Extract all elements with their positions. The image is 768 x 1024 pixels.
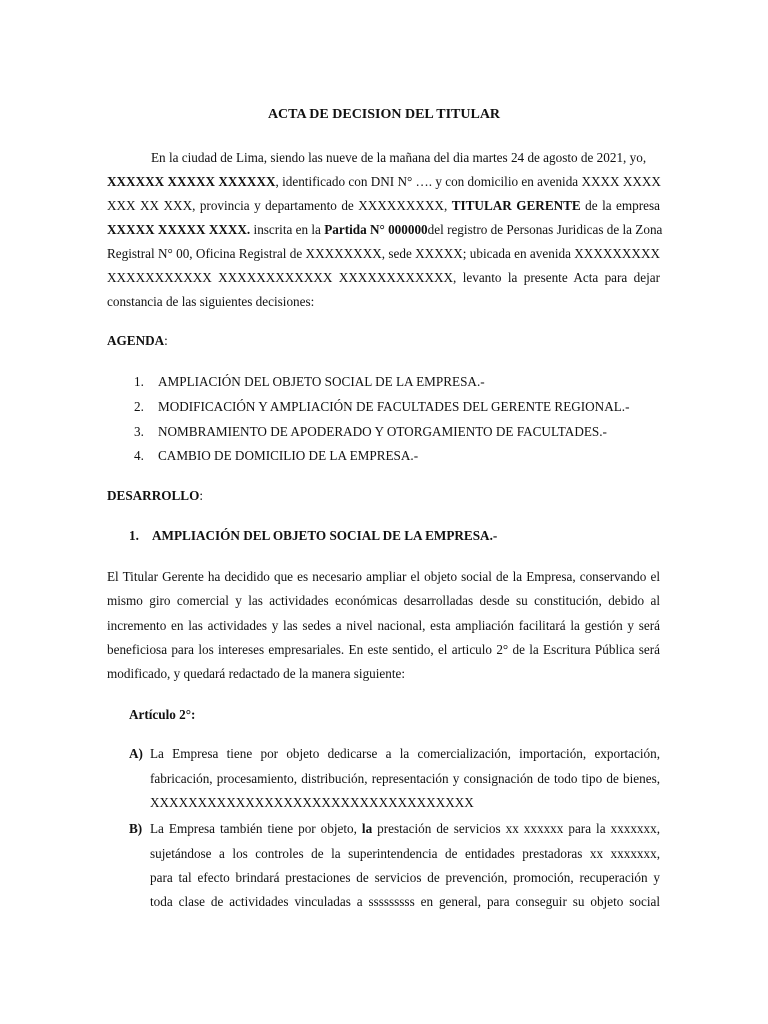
item-a-line-1: La Empresa tiene por objeto dedicarse a la comercialización, importación, exportación, — [150, 746, 660, 761]
articulo-heading: Artículo 2°: — [129, 707, 196, 722]
item-b-line-1-a: La Empresa también tiene por objeto, — [150, 821, 362, 836]
item-a-letter: A) — [129, 746, 143, 761]
item-b-line-4: toda clase de actividades vinculadas a sssssssss en general, para conseguir su objeto social — [150, 894, 660, 909]
item-a-line-3: XXXXXXXXXXXXXXXXXXXXXXXXXXXXXXXXXX — [150, 795, 474, 810]
desarrollo-heading-text: DESARROLLO — [107, 488, 200, 503]
item-b-letter: B) — [129, 821, 143, 836]
p1-line-5: modificado, y quedará redactado de la manera siguiente: — [107, 666, 406, 681]
intro-line-3-end: de la empresa — [580, 198, 660, 213]
titular-gerente: TITULAR GERENTE — [451, 198, 581, 213]
agenda-item-3-num: 3. — [134, 424, 144, 439]
desarrollo-colon: : — [199, 488, 204, 503]
agenda-item-4: CAMBIO DE DOMICILIO DE LA EMPRESA.- — [158, 448, 419, 463]
intro-line-4-a: inscrita en la — [250, 222, 325, 237]
p1-line-1: El Titular Gerente ha decidido que es necesario ampliar el objeto social de la Empresa, conservando el — [107, 569, 660, 584]
partida-number: Partida N° 000000 — [324, 222, 428, 237]
intro-line-2-text: , identificado con DNI N° …. y con domicilio en avenida XXXX XXXX — [275, 174, 661, 189]
intro-line-4 — [107, 222, 663, 238]
agenda-item-3: NOMBRAMIENTO DE APODERADO Y OTORGAMIENTO DE FACULTADES.- — [158, 424, 607, 439]
agenda-item-1-num: 1. — [134, 374, 144, 389]
item-b-line-1-c: prestación de servicios xx xxxxxx para la xxxxxxx, — [372, 821, 660, 836]
item-a-line-2: fabricación, procesamiento, distribución, representación y consignación de todo tipo de bienes, — [150, 771, 660, 786]
intro-line-1: En la ciudad de Lima, siendo las nueve de la mañana del dia martes 24 de agosto de 2021, yo, — [151, 150, 647, 165]
agenda-heading — [107, 333, 168, 349]
intro-line-4-c: del registro de Personas Juridicas de la Zona — [427, 222, 663, 237]
agenda-colon: : — [164, 333, 168, 348]
item-b-line-3: para tal efecto brindará prestaciones de servicios de prevención, promoción, recuperación y — [150, 870, 660, 885]
owner-name: XXXXXX XXXXX XXXXXX — [107, 174, 276, 189]
section-1-title: AMPLIACIÓN DEL OBJETO SOCIAL DE LA EMPRESA.- — [152, 528, 498, 543]
item-b-line-2: sujetándose a los controles de la superintendencia de entidades prestadoras xx xxxxxxx, — [150, 846, 660, 861]
intro-line-6: XXXXXXXXXXX XXXXXXXXXXXX XXXXXXXXXXXX, levanto la presente Acta para dejar — [107, 270, 660, 285]
p1-line-2: mismo giro comercial y las actividades económicas desarrolladas desde su constitución, debido al — [107, 593, 660, 608]
company-name: XXXXX XXXXX XXXX. — [107, 222, 251, 237]
section-1-num: 1. — [129, 528, 139, 543]
document-title: ACTA DE DECISION DEL TITULAR — [267, 107, 501, 122]
intro-line-7: constancia de las siguientes decisiones: — [107, 294, 315, 309]
intro-line-5: Registral N° 00, Oficina Registral de XXXXXXXX, sede XXXXX; ubicada en avenida XXXXXXXXX — [107, 246, 660, 261]
agenda-item-2: MODIFICACIÓN Y AMPLIACIÓN DE FACULTADES DEL GERENTE REGIONAL.- — [158, 399, 630, 414]
intro-line-3-text: XXX XX XXX, provincia y departamento de XXXXXXXXX, — [107, 198, 452, 213]
p1-line-3: incremento en las actividades y las sedes a nivel nacional, esta ampliación facilitará la gestión y será — [107, 618, 660, 633]
agenda-heading-text: AGENDA — [107, 333, 165, 348]
agenda-item-1: AMPLIACIÓN DEL OBJETO SOCIAL DE LA EMPRESA.- — [158, 374, 485, 389]
intro-line-3 — [107, 198, 660, 214]
desarrollo-heading — [107, 488, 203, 504]
intro-line-2 — [107, 174, 660, 190]
item-b-line-1-b: la — [361, 821, 373, 836]
item-b-line-1 — [150, 821, 660, 837]
agenda-item-2-num: 2. — [134, 399, 144, 414]
p1-line-4: beneficiosa para los intereses empresariales. En este sentido, el articulo 2° de la Escritura Pública será — [107, 642, 660, 657]
agenda-item-4-num: 4. — [134, 448, 144, 463]
